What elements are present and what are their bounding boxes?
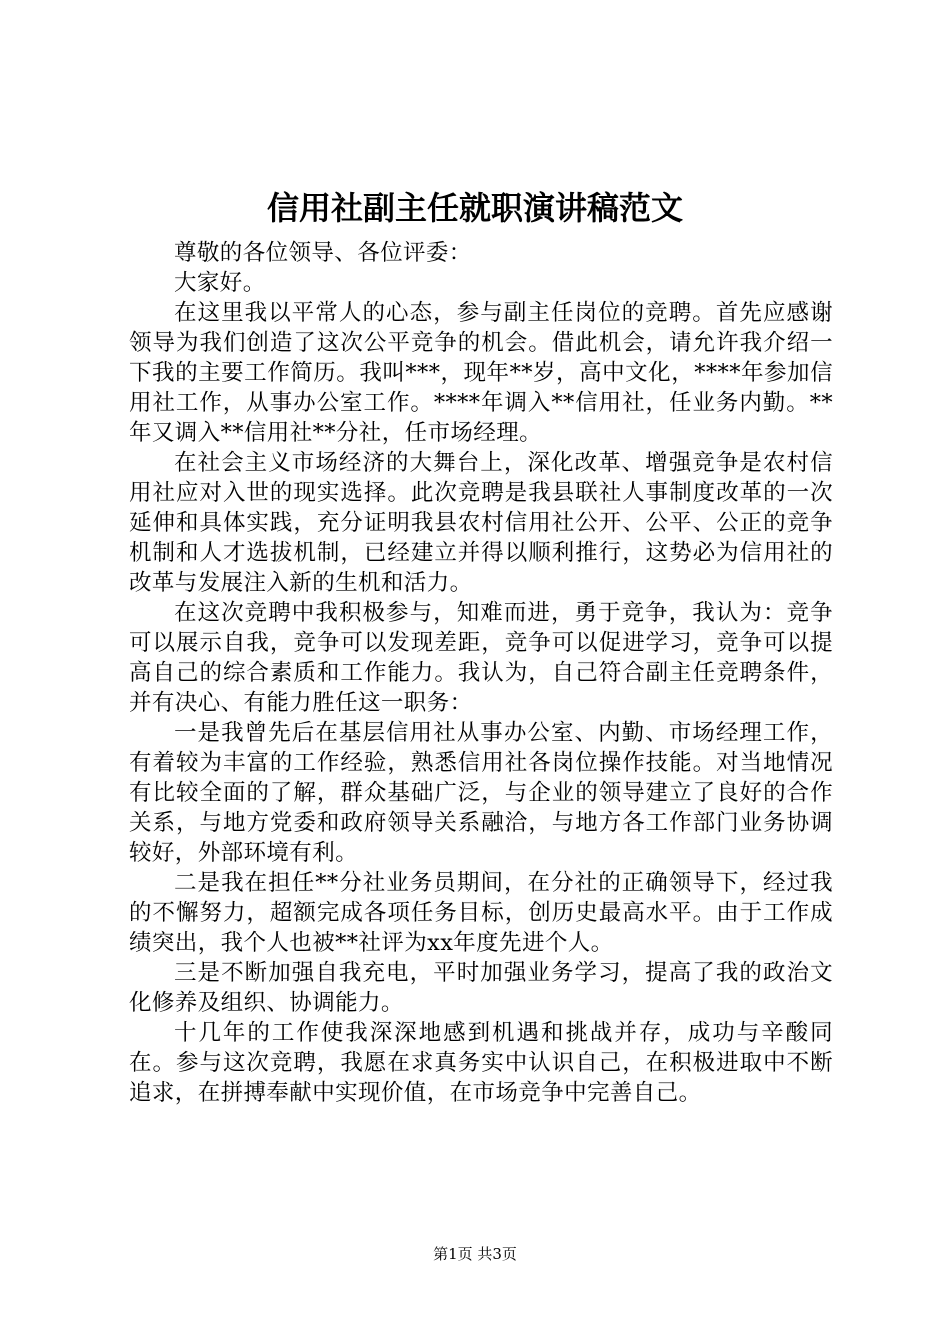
paragraph: 在这次竞聘中我积极参与，知难而进，勇于竞争，我认为：竞争可以展示自我，竞争可以发现差距，竞争可以促进学习，竞争可以提高自己的综合素质和工作能力。我认为，自己符合副主任竞聘条件，并有决心、有能力胜任这一职务： xyxy=(129,600,833,716)
greeting: 大家好。 xyxy=(174,270,266,296)
paragraph: 三是不断加强自我充电，平时加强业务学习，提高了我的政治文化修养及组织、协调能力。 xyxy=(129,960,833,1016)
document-title: 信用社副主任就职演讲稿范文 xyxy=(266,189,683,227)
page-number: 第1页 共3页 xyxy=(433,1245,517,1263)
paragraph: 一是我曾先后在基层信用社从事办公室、内勤、市场经理工作，有着较为丰富的工作经验，熟悉信用社各岗位操作技能。对当地情况有比较全面的了解，群众基础广泛，与企业的领导建立了良好的合作关系，与地方党委和政府领导关系融洽，与地方各工作部门业务协调较好，外部环境有利。 xyxy=(129,720,833,866)
paragraph: 十几年的工作使我深深地感到机遇和挑战并存，成功与辛酸同在。参与这次竞聘，我愿在求真务实中认识自己，在积极进取中不断追求，在拼搏奉献中实现价值，在市场竞争中完善自己。 xyxy=(129,1020,833,1106)
paragraph: 在这里我以平常人的心态，参与副主任岗位的竞聘。首先应感谢领导为我们创造了这次公平竞争的机会。借此机会，请允许我介绍一下我的主要工作简历。我叫***，现年**岁，高中文化，****年参加信用社工作，从事办公室工作。****年调入**信用社，任业务内勤。**年又调入**信用社**分社，任市场经理。 xyxy=(129,300,833,446)
document-body xyxy=(129,238,833,1108)
salutation: 尊敬的各位领导、各位评委： xyxy=(174,240,472,266)
paragraph: 在社会主义市场经济的大舞台上，深化改革、增强竞争是农村信用社应对入世的现实选择。此次竞聘是我县联社人事制度改革的一次延伸和具体实践，充分证明我县农村信用社公开、公平、公正的竞争机制和人才选拔机制，已经建立并得以顺利推行，这势必为信用社的改革与发展注入新的生机和活力。 xyxy=(129,450,833,596)
paragraph: 二是我在担任**分社业务员期间，在分社的正确领导下，经过我的不懈努力，超额完成各项任务目标，创历史最高水平。由于工作成绩突出，我个人也被**社评为xx年度先进个人。 xyxy=(129,870,833,956)
